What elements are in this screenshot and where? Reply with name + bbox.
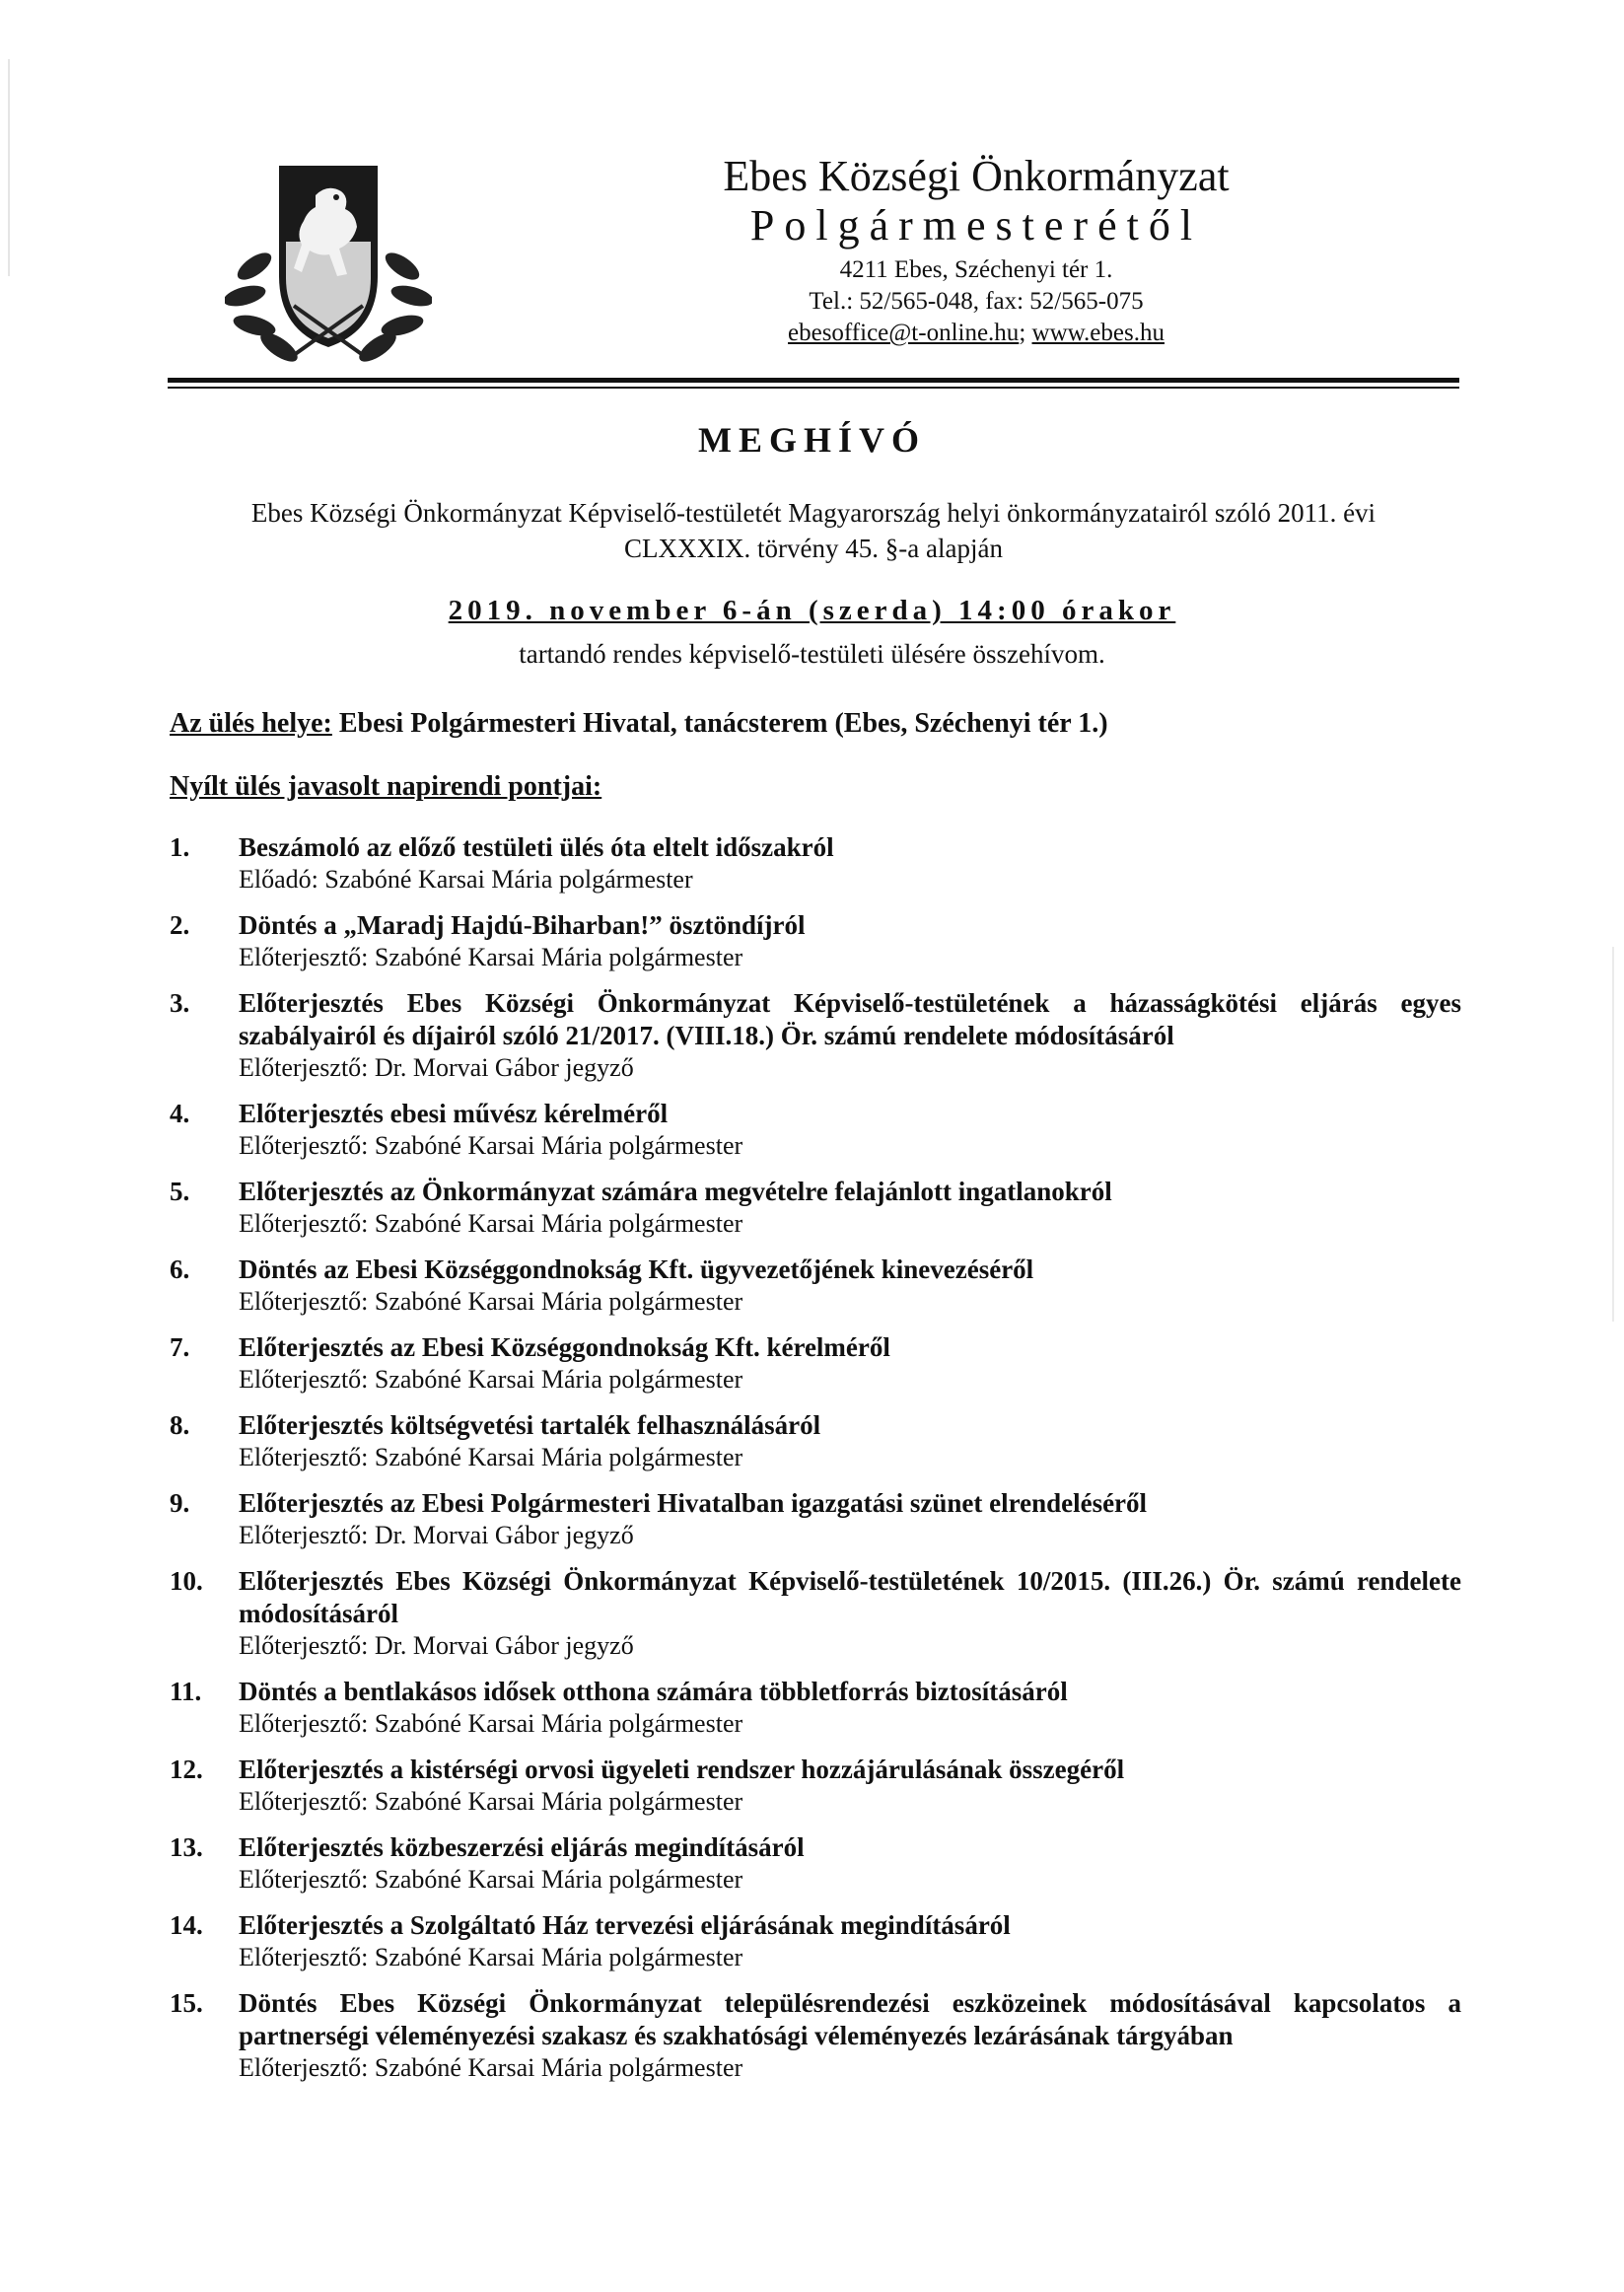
- agenda-item-body: [239, 1253, 1461, 1318]
- contact-separator: ;: [1019, 320, 1032, 346]
- agenda-item-body: [239, 1409, 1461, 1473]
- agenda-item-presenter: Előterjesztő: Szabóné Karsai Mária polgármester: [239, 1443, 743, 1471]
- agenda-item-number: 7.: [170, 1332, 190, 1362]
- agenda-item-presenter: Előterjesztő: Szabóné Karsai Mária polgármester: [239, 1787, 743, 1816]
- agenda-item-number: 4.: [170, 1099, 190, 1128]
- agenda-item-presenter: Előterjesztő: Szabóné Karsai Mária polgármester: [239, 1365, 743, 1394]
- meeting-date-followup: tartandó rendes képviselő-testületi ülésére összehívom.: [519, 639, 1105, 669]
- letterhead-org: Ebes Községi Önkormányzat: [723, 152, 1230, 200]
- agenda-item-presenter: Előterjesztő: Dr. Morvai Gábor jegyző: [239, 1631, 634, 1660]
- agenda-item-title: Előterjesztés az Önkormányzat számára megvételre felajánlott ingatlanokról: [239, 1177, 1112, 1206]
- agenda-item-presenter: Előterjesztő: Dr. Morvai Gábor jegyző: [239, 1521, 634, 1549]
- agenda-item-body: [239, 1487, 1461, 1551]
- email-link[interactable]: ebesoffice@t-online.hu: [788, 320, 1020, 346]
- scan-artifact: [8, 59, 10, 276]
- venue-value: Ebesi Polgármesteri Hivatal, tanácsterem (Ebes, Széchenyi tér 1.): [331, 708, 1108, 739]
- letterhead-phone: Tel.: 52/565-048, fax: 52/565-075: [809, 288, 1144, 315]
- agenda-item-body: [239, 831, 1461, 895]
- letterhead-address: 4211 Ebes, Széchenyi tér 1.: [839, 256, 1113, 283]
- agenda-item-presenter: Előterjesztő: Szabóné Karsai Mária polgármester: [239, 1131, 743, 1160]
- agenda-item: [170, 909, 1461, 973]
- agenda-item-number: 9.: [170, 1488, 190, 1518]
- agenda-item-title: Beszámoló az előző testületi ülés óta eltelt időszakról: [239, 832, 834, 862]
- agenda-item-title: Előterjesztés az Ebesi Községgondnokság Kft. kérelméről: [239, 1332, 890, 1362]
- agenda-item-title: Előterjesztés az Ebesi Polgármesteri Hivatalban igazgatási szünet elrendeléséről: [239, 1488, 1148, 1518]
- agenda-heading: Nyílt ülés javasolt napirendi pontjai:: [170, 771, 602, 802]
- agenda-item-number: 14.: [170, 1910, 203, 1940]
- agenda-item-title: Döntés az Ebesi Községgondnokság Kft. ügyvezetőjének kinevezéséről: [239, 1254, 1034, 1284]
- agenda-item: [170, 831, 1461, 895]
- agenda-item-title: Előterjesztés Ebes Községi Önkormányzat Képviselő-testületének a házasságkötési eljárás egyes szabályairól és díjairól szóló 21/2017. (VIII.18.) Ör. számú rendelete módosításáról: [239, 988, 1461, 1050]
- agenda-item: [170, 1831, 1461, 1896]
- agenda-item-number: 15.: [170, 1988, 203, 2018]
- agenda-item-body: [239, 909, 1461, 973]
- agenda-item-body: [239, 1098, 1461, 1162]
- agenda-item: [170, 1409, 1461, 1473]
- header-divider-thin: [168, 387, 1459, 389]
- agenda-item-number: 5.: [170, 1177, 190, 1206]
- agenda-item-number: 1.: [170, 832, 190, 862]
- agenda-item-body: [239, 1176, 1461, 1240]
- agenda-item: [170, 1176, 1461, 1240]
- agenda-item-presenter: Előadó: Szabóné Karsai Mária polgármester: [239, 865, 693, 894]
- agenda-item-body: [239, 1909, 1461, 1973]
- agenda-item: [170, 1909, 1461, 1973]
- agenda-item: [170, 1987, 1461, 2084]
- agenda-item-number: 2.: [170, 910, 190, 940]
- agenda-item-body: [239, 1331, 1461, 1396]
- agenda-list: [170, 831, 1461, 2098]
- agenda-item-presenter: Előterjesztő: Szabóné Karsai Mária polgármester: [239, 2053, 743, 2082]
- agenda-item-body: [239, 1754, 1461, 1818]
- intro-paragraph: Ebes Községi Önkormányzat Képviselő-testületét Magyarország helyi önkormányzatairól szóló 2011. évi CLXXXIX. törvény 45. §-a alapján: [250, 498, 1377, 563]
- agenda-item-body: [239, 1831, 1461, 1896]
- agenda-item-title: Előterjesztés Ebes Községi Önkormányzat Képviselő-testületének 10/2015. (III.26.) Ör. számú rendelete módosításáról: [239, 1566, 1461, 1628]
- agenda-item-title: Előterjesztés költségvetési tartalék felhasználásáról: [239, 1410, 821, 1440]
- agenda-item-presenter: Előterjesztő: Szabóné Karsai Mária polgármester: [239, 1209, 743, 1238]
- agenda-item-title: Döntés a bentlakásos idősek otthona számára többletforrás biztosításáról: [239, 1677, 1068, 1706]
- agenda-item-title: Előterjesztés a kistérségi orvosi ügyeleti rendszer hozzájárulásának összegéről: [239, 1755, 1125, 1784]
- letterhead-contacts: [690, 318, 1262, 349]
- agenda-item-body: [239, 987, 1461, 1084]
- agenda-item-number: 13.: [170, 1832, 203, 1862]
- document-title: MEGHÍVÓ: [697, 420, 926, 460]
- agenda-item-presenter: Előterjesztő: Szabóné Karsai Mária polgármester: [239, 1709, 743, 1738]
- website-link[interactable]: www.ebes.hu: [1031, 320, 1165, 346]
- agenda-item: [170, 1565, 1461, 1662]
- header-divider-thick: [168, 378, 1459, 383]
- agenda-item-number: 6.: [170, 1254, 190, 1284]
- agenda-item-title: Döntés a „Maradj Hajdú-Biharban!” ösztöndíjról: [239, 910, 806, 940]
- agenda-item-number: 12.: [170, 1755, 203, 1784]
- agenda-item-presenter: Előterjesztő: Szabóné Karsai Mária polgármester: [239, 1865, 743, 1894]
- agenda-item-body: [239, 1987, 1461, 2084]
- agenda-item-number: 8.: [170, 1410, 190, 1440]
- coat-of-arms-icon: [225, 158, 432, 370]
- agenda-item: [170, 1676, 1461, 1740]
- agenda-item: [170, 1253, 1461, 1318]
- agenda-item-number: 3.: [170, 988, 190, 1018]
- agenda-item: [170, 1487, 1461, 1551]
- agenda-item-presenter: Előterjesztő: Szabóné Karsai Mária polgármester: [239, 943, 743, 971]
- scan-artifact: [1612, 947, 1614, 1322]
- agenda-item: [170, 1754, 1461, 1818]
- agenda-item-title: Előterjesztés közbeszerzési eljárás megindításáról: [239, 1832, 805, 1862]
- agenda-item-title: Előterjesztés ebesi művész kérelméről: [239, 1099, 669, 1128]
- venue-label: Az ülés helye:: [170, 708, 332, 739]
- agenda-item-presenter: Előterjesztő: Dr. Morvai Gábor jegyző: [239, 1053, 634, 1082]
- agenda-item-body: [239, 1676, 1461, 1740]
- agenda-item-number: 11.: [170, 1677, 202, 1706]
- agenda-item: [170, 1331, 1461, 1396]
- venue-line: [170, 708, 1108, 740]
- agenda-item-presenter: Előterjesztő: Szabóné Karsai Mária polgármester: [239, 1943, 743, 1971]
- agenda-item-presenter: Előterjesztő: Szabóné Karsai Mária polgármester: [239, 1287, 743, 1316]
- agenda-item: [170, 1098, 1461, 1162]
- agenda-item: [170, 987, 1461, 1084]
- agenda-item-title: Előterjesztés a Szolgáltató Ház tervezési eljárásának megindításáról: [239, 1910, 1011, 1940]
- agenda-item-title: Döntés Ebes Községi Önkormányzat településrendezési eszközeinek módosításával kapcsolatos a partnerségi véleményezési szakasz és szakhatósági véleményezés lezárásának tárgyában: [239, 1988, 1461, 2050]
- meeting-date: 2019. november 6-án (szerda) 14:00 órakor: [448, 595, 1176, 626]
- letterhead-office: Polgármesterétől: [749, 201, 1203, 250]
- agenda-item-body: [239, 1565, 1461, 1662]
- agenda-item-number: 10.: [170, 1566, 203, 1596]
